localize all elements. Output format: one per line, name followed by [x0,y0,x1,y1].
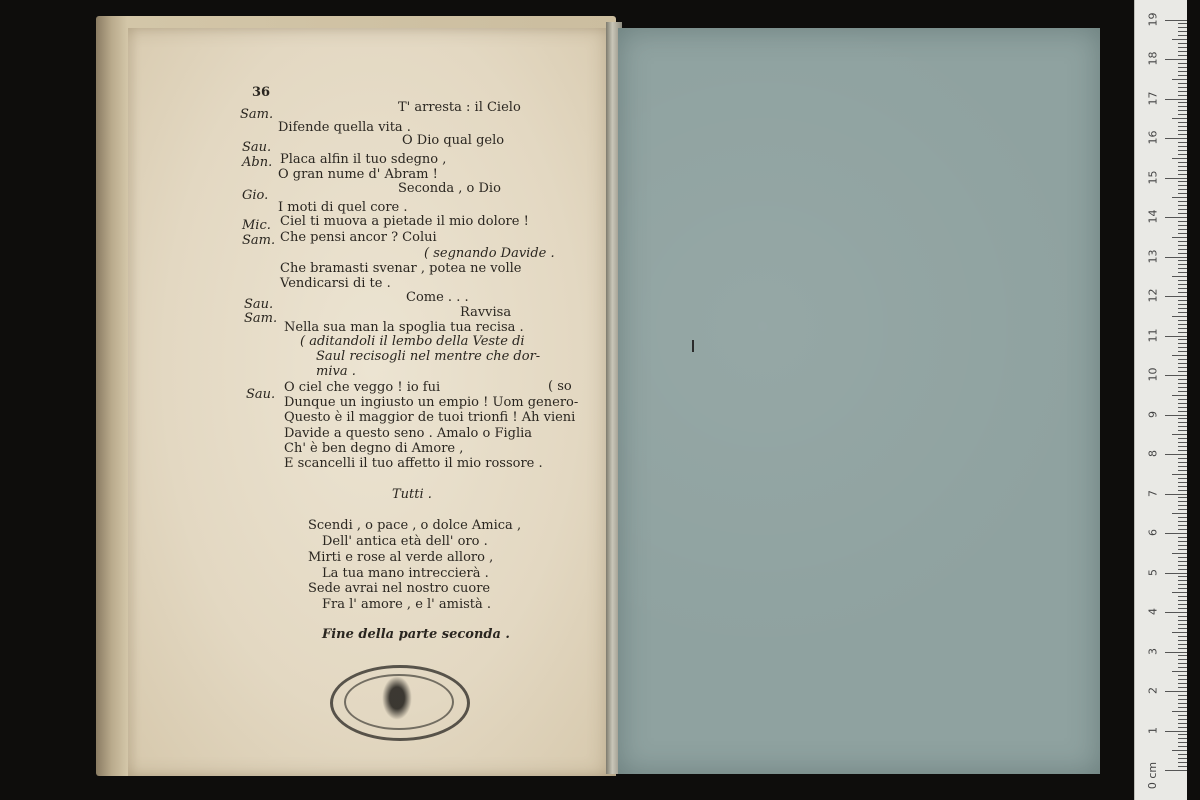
ruler-tick [1178,91,1187,92]
ruler-tick [1165,138,1187,139]
ruler-tick [1178,442,1187,443]
ruler-tick [1165,573,1187,574]
speaker-label: Abn. [242,155,273,170]
speaker-label: Sau. [246,387,276,402]
ruler-number: 19 [1146,12,1160,26]
ruler-number: 3 [1146,647,1160,655]
dialogue-line: Ciel ti muova a pietade il mio dolore ! [280,214,529,229]
speaker-label: Sam. [240,107,274,122]
ruler-tick [1165,178,1187,179]
ruler-tick [1178,292,1187,293]
ruler-tick [1178,478,1187,479]
ruler-tick [1165,415,1187,416]
ruler-tick [1172,118,1187,119]
ruler-tick [1165,691,1187,692]
ruler-tick [1178,699,1187,700]
ruler-tick [1178,608,1187,609]
ruler-tick [1178,580,1187,581]
ruler-tick [1178,715,1187,716]
ruler-tick [1178,106,1187,107]
ruler-tick [1178,746,1187,747]
ruler-tick [1178,675,1187,676]
ruler-tick [1178,604,1187,605]
ruler-tick [1178,628,1187,629]
dialogue-line: Nella sua man la spoglia tua recisa . [284,320,524,335]
ruler-tick [1165,494,1187,495]
ruler-tick [1178,466,1187,467]
stage-direction: Saul recisogli nel mentre che dor- [316,349,541,364]
ruler-tick [1178,529,1187,530]
ruler-tick [1178,284,1187,285]
ruler-tick [1178,114,1187,115]
ruler-tick [1178,51,1187,52]
ruler-tick [1178,150,1187,151]
ruler-tick [1178,142,1187,143]
dialogue-line: Vendicarsi di te . [280,276,391,291]
ruler-tick [1178,268,1187,269]
ruler-tick [1178,588,1187,589]
ruler-tick [1172,79,1187,80]
ruler-number: 15 [1146,170,1160,184]
ruler-tick [1178,407,1187,408]
ruler-number: 5 [1146,568,1160,576]
ruler-tick [1172,355,1187,356]
ruler-tick [1178,189,1187,190]
ruler-tick [1178,288,1187,289]
speaker-label: Sau. [242,140,272,155]
ruler-tick [1178,272,1187,273]
dialogue-line: Davide a questo seno . Amalo o Figlia [284,426,533,441]
ruler-tick [1178,557,1187,558]
stamp-emblem-icon [382,676,412,720]
ruler-tick [1172,39,1187,40]
chorus-line: Fra l' amore , e l' amistà . [322,597,492,612]
ruler-tick [1178,221,1187,222]
ruler-number: 6 [1146,529,1160,536]
ruler-tick [1178,734,1187,735]
ruler-tick [1178,561,1187,562]
ruler-tick [1178,505,1187,506]
ruler-tick [1178,174,1187,175]
ruler-tick [1178,371,1187,372]
ruler-tick [1172,711,1187,712]
ruler-tick [1178,312,1187,313]
ruler-tick [1178,620,1187,621]
ruler-number: 13 [1146,249,1160,263]
ruler-tick [1178,418,1187,419]
ruler-tick [1165,652,1187,653]
ruler-tick [1178,339,1187,340]
ruler-tick [1178,636,1187,637]
ruler-number: 9 [1146,410,1160,418]
ruler-tick [1178,490,1187,491]
ruler-tick [1178,300,1187,301]
ruler-tick [1178,549,1187,550]
ruler-number: 1 [1146,726,1160,734]
ruler-tick [1165,20,1187,21]
ruler-tick [1172,197,1187,198]
ruler-tick [1178,758,1187,759]
ruler-tick [1165,336,1187,337]
dialogue-line: Dunque un ingiusto un empio ! Uom genero- [284,395,579,410]
ruler-tick [1178,110,1187,111]
ruler-tick [1178,742,1187,743]
ruler-tick [1178,497,1187,498]
ruler-tick [1178,391,1187,392]
ruler-number: 18 [1146,51,1160,66]
ruler-tick [1178,35,1187,36]
ruler-tick [1178,249,1187,250]
ruler-tick [1165,612,1187,613]
ruler-tick [1178,363,1187,364]
ruler-tick [1178,754,1187,755]
dialogue-line: O Dio qual gelo [402,133,505,148]
ruler-tick [1178,695,1187,696]
ruler-tick [1178,648,1187,649]
ruler-tick [1178,328,1187,329]
ruler-tick [1172,671,1187,672]
page-number: 36 [252,85,271,100]
ruler-tick [1178,509,1187,510]
ruler-tick [1178,47,1187,48]
ruler-tick [1178,446,1187,447]
ruler-tick [1178,541,1187,542]
dialogue-line: Ravvisa [460,305,512,320]
ruler-tick [1178,205,1187,206]
ruler-tick [1178,75,1187,76]
ruler-tick [1172,276,1187,277]
ruler-tick [1178,537,1187,538]
ruler-tick [1178,663,1187,664]
ruler-tick [1178,624,1187,625]
ruler-tick [1165,454,1187,455]
ruler-tick [1178,83,1187,84]
ruler-tick [1178,379,1187,380]
ruler-tick [1178,280,1187,281]
ruler-tick [1178,27,1187,28]
speaker-label: Sau. [244,297,274,312]
dialogue-line: Che bramasti svenar , potea ne volle [280,261,522,276]
ruler-tick [1178,209,1187,210]
speaker-label: Mic. [242,218,271,233]
ruler-tick [1178,640,1187,641]
ruler-tick [1178,166,1187,167]
ruler-tick [1178,545,1187,546]
ruler-tick [1178,683,1187,684]
ruler-tick [1178,367,1187,368]
ruler-tick [1165,296,1187,297]
ruler-tick [1178,687,1187,688]
ruler-number: 4 [1146,608,1160,615]
ruler-number: 11 [1146,328,1160,342]
ruler-tick [1178,201,1187,202]
ruler-tick [1165,217,1187,218]
ruler-tick [1178,225,1187,226]
ruler-tick [1165,770,1187,771]
ruler-tick [1172,632,1187,633]
dialogue-line: T' arresta : il Cielo [398,100,521,115]
ruler-tick [1178,438,1187,439]
chorus-line: Mirti e rose al verde alloro , [308,550,494,565]
speaker-label: Gio. [242,188,269,203]
ruler-tick [1178,426,1187,427]
ruler-tick [1178,565,1187,566]
ruler-tick [1178,320,1187,321]
ruler-tick [1178,67,1187,68]
ruler-tick [1178,576,1187,577]
ruler-tick [1178,126,1187,127]
stage-direction: ( aditandoli il lembo della Veste di [300,334,525,349]
speaker-label: Sam. [244,311,278,326]
ruler-tick [1178,521,1187,522]
ruler-tick [1172,513,1187,514]
ruler-tick [1178,703,1187,704]
ruler-tick [1178,525,1187,526]
ruler-number: 8 [1146,450,1160,457]
chorus-line: Sede avrai nel nostro cuore [308,581,491,596]
ruler-tick [1178,260,1187,261]
ruler-tick [1172,316,1187,317]
ruler-tick [1172,158,1187,159]
ruler-tick [1178,55,1187,56]
ruler-tick [1178,616,1187,617]
ruler-number: 14 [1146,209,1160,224]
measuring-ruler [1134,0,1187,800]
ruler-tick [1178,102,1187,103]
ruler-tick [1178,450,1187,451]
stage-direction: ( so [548,379,572,394]
ruler-tick [1178,130,1187,131]
ruler-tick [1178,229,1187,230]
ruler-tick [1178,462,1187,463]
ruler-tick [1178,146,1187,147]
ruler-tick [1178,304,1187,305]
dialogue-line: Ch' è ben degno di Amore , [284,441,464,456]
ruler-tick [1178,679,1187,680]
ruler-tick [1165,99,1187,100]
ruler-tick [1178,343,1187,344]
ruler-tick [1178,154,1187,155]
dialogue-line: Placa alfin il tuo sdegno , [280,152,447,167]
ruler-tick [1178,170,1187,171]
ruler-tick [1178,458,1187,459]
speaker-label: Sam. [242,233,276,248]
ruler-tick [1178,43,1187,44]
ruler-tick [1178,644,1187,645]
ruler-tick [1178,766,1187,767]
ruler-tick [1178,655,1187,656]
ruler-tick [1178,245,1187,246]
ruler-tick [1178,359,1187,360]
dialogue-line: Che pensi ancor ? Colui [280,230,437,245]
ruler-tick [1178,470,1187,471]
dialogue-line: E scancelli il tuo affetto il mio rossore . [284,456,543,471]
ruler-number: 2 [1146,687,1160,694]
ruler-tick [1178,241,1187,242]
ruler-tick [1178,347,1187,348]
stage-direction: miva . [316,364,356,379]
ruler-tick [1178,727,1187,728]
ruler-tick [1178,411,1187,412]
ruler-tick [1178,667,1187,668]
ruler-tick [1178,181,1187,182]
dialogue-line: I moti di quel core . [278,200,408,215]
dialogue-line: Questo è il maggior de tuoi trionfi ! Ah vieni [284,410,576,425]
chorus-line: La tua mano intreccierà . [322,566,489,581]
ruler-tick [1178,600,1187,601]
ruler-tick [1178,87,1187,88]
chorus-line: Scendi , o pace , o dolce Amica , [308,518,522,533]
dialogue-line: Seconda , o Dio [398,181,501,196]
ending-line: Fine della parte seconda . [322,627,510,642]
ruler-tick [1178,185,1187,186]
ruler-tick [1165,59,1187,60]
ruler-tick [1178,719,1187,720]
ruler-tick [1178,707,1187,708]
ruler-tick [1178,193,1187,194]
ruler-tick [1178,134,1187,135]
ruler-tick [1172,750,1187,751]
ruler-tick [1178,738,1187,739]
ruler-tick [1178,584,1187,585]
chorus-heading: Tutti . [392,487,432,502]
ruler-tick [1178,324,1187,325]
ruler-tick [1178,659,1187,660]
ruler-number: 10 [1146,367,1160,382]
ruler-tick [1178,63,1187,64]
ruler-tick [1178,351,1187,352]
ruler-number: 12 [1146,288,1160,303]
ruler-tick [1172,395,1187,396]
blue-paper-cover [618,28,1100,774]
ruler-tick [1178,501,1187,502]
ruler-tick [1178,762,1187,763]
ruler-tick [1172,434,1187,435]
ruler-number: 7 [1146,489,1160,497]
ruler-tick [1178,71,1187,72]
ruler-tick [1172,237,1187,238]
stage-direction: ( segnando Davide . [424,246,555,261]
ruler-tick [1178,162,1187,163]
ruler-tick [1178,95,1187,96]
ruler-tick [1178,122,1187,123]
ruler-tick [1172,592,1187,593]
ruler-tick [1178,387,1187,388]
ruler-tick [1178,596,1187,597]
dialogue-line: Difende quella vita . [278,120,411,135]
ruler-tick [1178,253,1187,254]
ruler-tick [1178,517,1187,518]
ruler-tick [1178,569,1187,570]
ruler-tick [1178,264,1187,265]
ruler-tick [1178,430,1187,431]
ruler-tick [1178,308,1187,309]
ruler-tick [1178,23,1187,24]
ruler-tick [1178,383,1187,384]
ruler-tick [1178,332,1187,333]
ruler-tick [1165,375,1187,376]
ruler-tick [1172,553,1187,554]
ruler-tick [1178,233,1187,234]
ruler-tick [1178,486,1187,487]
ruler-number: 16 [1146,130,1160,145]
ruler-tick [1178,422,1187,423]
ruler-tick [1172,474,1187,475]
ruler-tick [1178,31,1187,32]
dialogue-line: O ciel che veggo ! io fui [284,380,441,395]
chorus-line: Dell' antica età dell' oro . [322,534,488,549]
cover-mark [692,340,694,352]
ruler-unit: 0 cm [1146,761,1160,790]
ruler-tick [1178,723,1187,724]
dialogue-line: O gran nume d' Abram ! [278,167,438,182]
ruler-tick [1178,399,1187,400]
ruler-tick [1178,482,1187,483]
ruler-number: 17 [1146,91,1160,105]
ruler-tick [1165,533,1187,534]
ruler-tick [1165,731,1187,732]
ruler-tick [1165,257,1187,258]
ruler-tick [1178,213,1187,214]
ruler-tick [1178,403,1187,404]
dialogue-line: Come . . . [406,290,469,305]
